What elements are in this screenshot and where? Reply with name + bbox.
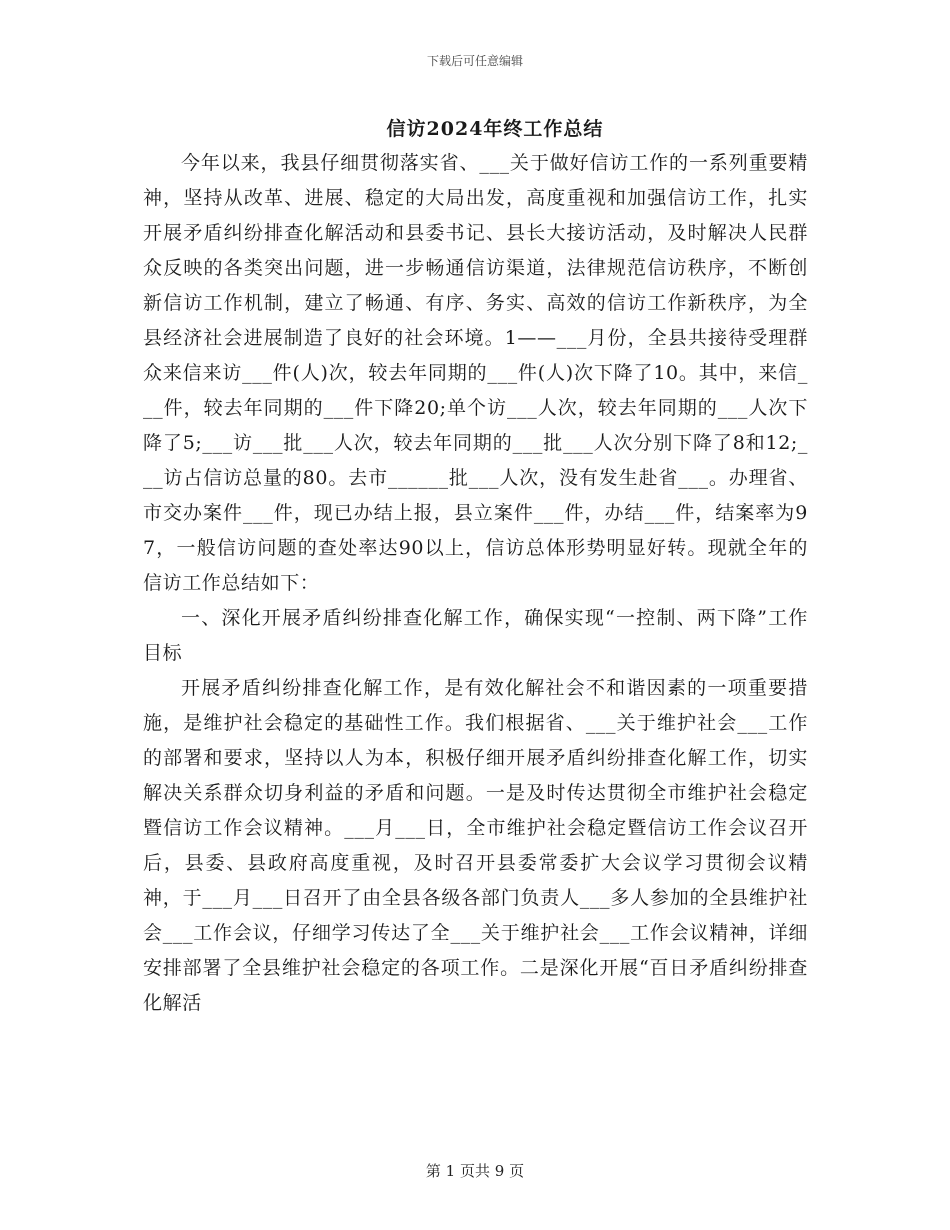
paragraph-section-1-body: 开展矛盾纠纷排查化解工作，是有效化解社会不和谐因素的一项重要措施，是维护社会稳定的基础性工作。我们根据省、___关于维护社会___工作的部署和要求，坚持以人为本，积极仔细开展矛盾纠纷排查化解工作，切实解决关系群众切身利益的矛盾和问题。一是及时传达贯彻全市维护社会稳定暨信访工作会议精神。___月___日，全市维护社会稳定暨信访工作会议召开后，县委、县政府高度重视，及时召开县委常委扩大会议学习贯彻会议精神，于___月___日召开了由全县各级各部门负责人___多人参加的全县维护社会___工作会议，仔细学习传达了全___关于维护社会___工作会议精神，详细安排部署了全县维护社会稳定的各项工作。二是深化开展“百日矛盾纠纷排查化解活 xyxy=(143,677,808,1014)
document-body xyxy=(143,146,808,1021)
page-header-note: 下载后可任意编辑 xyxy=(426,54,523,68)
paragraph-section-heading-1: 一、深化开展矛盾纠纷排查化解工作，确保实现“一控制、两下降”工作目标 xyxy=(143,607,808,664)
document-title: 信访2024年终工作总结 xyxy=(386,118,604,140)
page-number: 第 1 页共 9 页 xyxy=(425,1162,525,1180)
paragraph-intro: 今年以来，我县仔细贯彻落实省、___关于做好信访工作的一系列重要精神，坚持从改革、进展、稳定的大局出发，高度重视和加强信访工作，扎实开展矛盾纠纷排查化解活动和县委书记、县长大接访活动，及时解决人民群众反映的各类突出问题，进一步畅通信访渠道，法律规范信访秩序，不断创新信访工作机制，建立了畅通、有序、务实、高效的信访工作新秩序，为全县经济社会进展制造了良好的社会环境。1——___月份，全县共接待受理群众来信来访___件(人)次，较去年同期的___件(人)次下降了10。其中，来信___件，较去年同期的___件下降20;单个访___人次，较去年同期的___人次下降了5;___访___批___人次，较去年同期的___批___人次分别下降了8和12;___访占信访总量的80。去市______批___人次，没有发生赴省___。办理省、市交办案件___件，现已办结上报，县立案件___件，办结___件，结案率为97，一般信访问题的查处率达90以上，信访总体形势明显好转。现就全年的信访工作总结如下： xyxy=(143,152,808,594)
